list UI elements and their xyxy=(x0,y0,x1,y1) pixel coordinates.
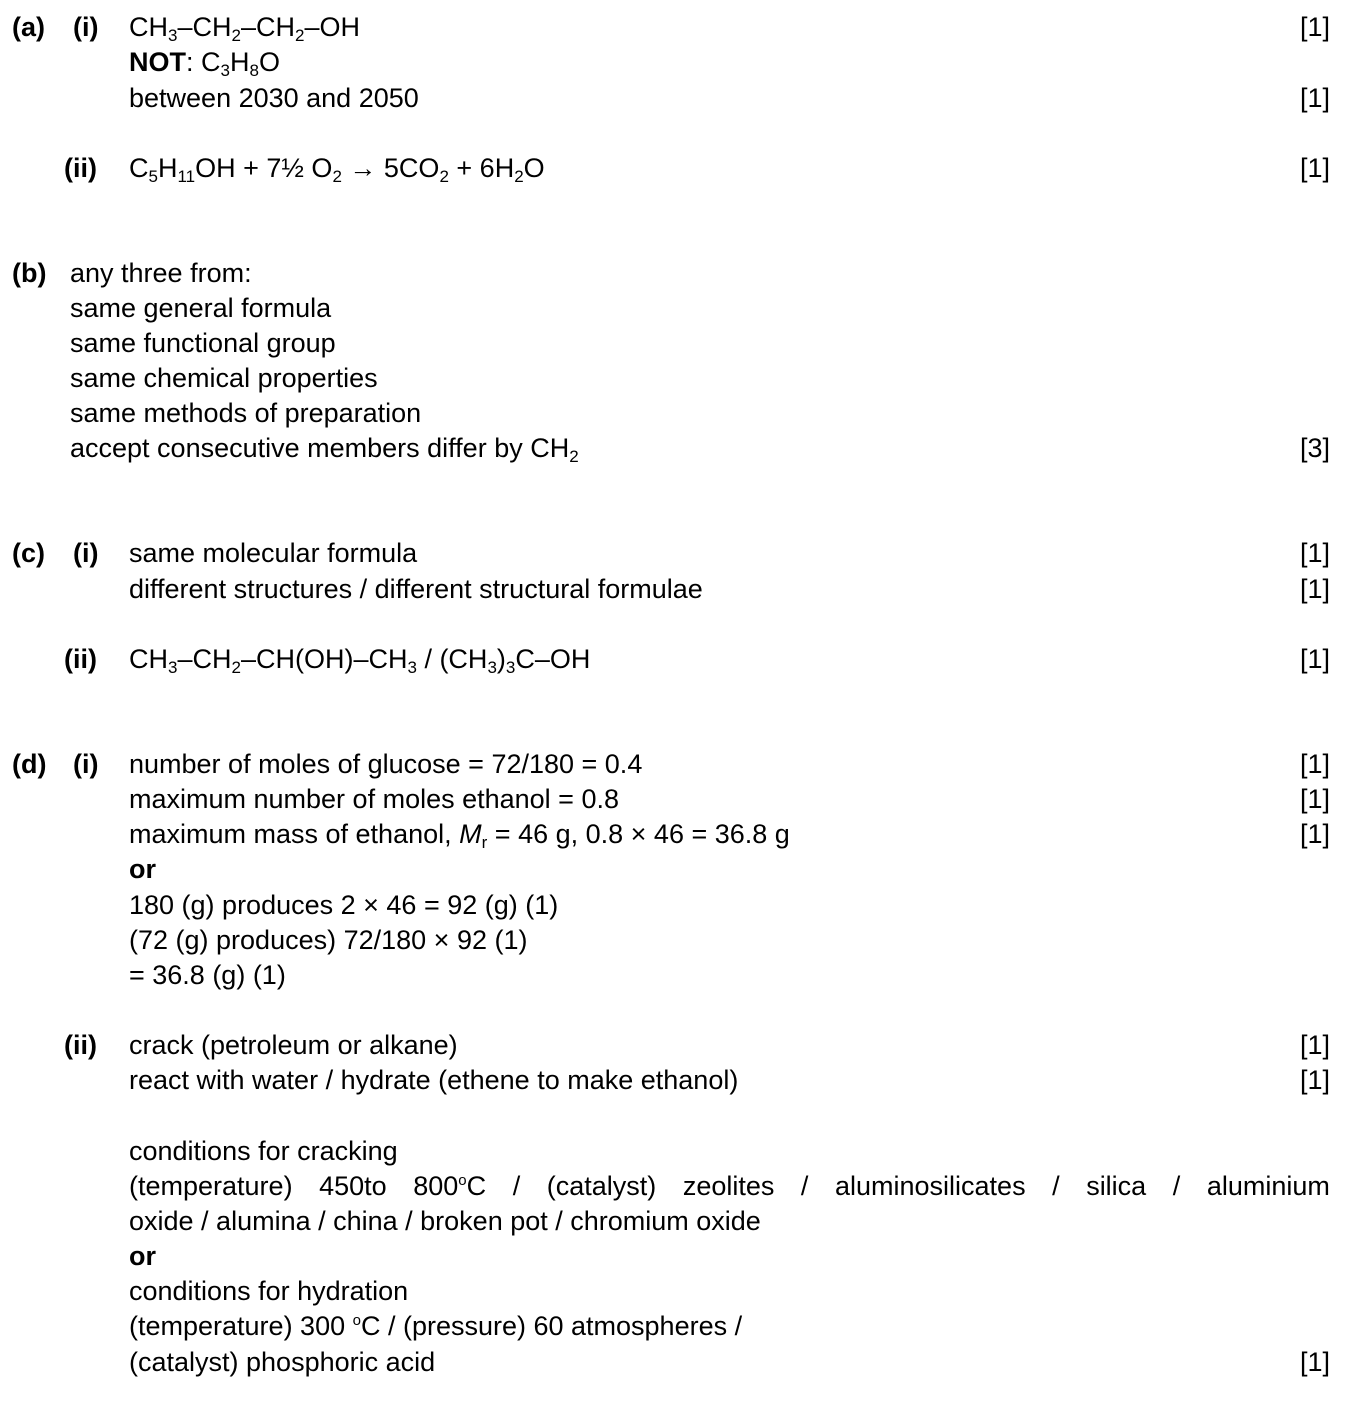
part-d-label: (d) xyxy=(12,749,47,779)
mark: [1] xyxy=(1299,574,1330,604)
mark: [1] xyxy=(1299,1030,1330,1060)
b-item: same functional group xyxy=(70,328,336,358)
c-i-line: different structures / different structural formulae xyxy=(129,574,703,604)
mark: [1] xyxy=(1299,12,1330,42)
mark: [1] xyxy=(1299,83,1330,113)
a-ii-equation: $C_5H_{11}OH$ + 7½ $O_2 \to 5CO_2 + 6H_2O$ xyxy=(129,153,545,186)
cracking-conditions-line: (temperature) 450to 800$^o$C / (catalyst) zeolites / aluminosilicates / silica / aluminium xyxy=(129,1171,1330,1201)
d-i-alt-line: 180 (g) produces 2 × 46 = 92 (g) (1) xyxy=(129,890,559,920)
mark: [1] xyxy=(1299,749,1330,779)
mark: [1] xyxy=(1299,1065,1330,1095)
mark: [1] xyxy=(1299,538,1330,568)
b-item: same methods of preparation xyxy=(70,398,422,428)
hydration-conditions-line: (temperature) 300 $^o$C / (pressure) 60 atmospheres / xyxy=(129,1311,743,1341)
b-item: same chemical properties xyxy=(70,363,378,393)
b-item: same general formula xyxy=(70,293,332,323)
d-ii-line2: react with water / hydrate (ethene to make ethanol) xyxy=(129,1065,739,1095)
d-ii-line1: crack (petroleum or alkane) xyxy=(129,1030,458,1060)
part-c-i-label: (i) xyxy=(73,538,99,568)
cracking-conditions-line2: oxide / alumina / china / broken pot / chromium oxide xyxy=(129,1206,761,1236)
part-a-ii-label: (ii) xyxy=(64,153,97,183)
part-c-label: (c) xyxy=(12,538,45,568)
hydration-heading: conditions for hydration xyxy=(129,1276,409,1306)
a-i-not-line: NOT: $C_3H_8O$ xyxy=(129,47,280,80)
d-i-alt-line: = 36.8 (g) (1) xyxy=(129,960,286,990)
part-d-i-label: (i) xyxy=(73,749,99,779)
part-b-label: (b) xyxy=(12,258,47,288)
part-a-i-label: (i) xyxy=(73,12,99,42)
mark: [1] xyxy=(1299,819,1330,849)
hydration-conditions-line2: (catalyst) phosphoric acid xyxy=(129,1347,436,1377)
c-ii-formula: $CH_3-CH_2-CH(OH)-CH_3 / (CH_3)_3C-OH$ xyxy=(129,644,591,677)
a-i-line3: between 2030 and 2050 xyxy=(129,83,419,113)
mark: [1] xyxy=(1299,784,1330,814)
mark: [1] xyxy=(1299,153,1330,183)
mark: [1] xyxy=(1299,1347,1330,1377)
part-d-ii-label: (ii) xyxy=(64,1030,97,1060)
d-i-line1: number of moles of glucose = 72/180 = 0.4 xyxy=(129,749,643,779)
part-c-ii-label: (ii) xyxy=(64,644,97,674)
or-separator: or xyxy=(129,1241,156,1271)
mark: [1] xyxy=(1299,644,1330,674)
c-i-line: same molecular formula xyxy=(129,538,418,568)
cracking-heading: conditions for cracking xyxy=(129,1136,398,1166)
mark: [3] xyxy=(1299,433,1330,463)
b-intro: any three from: xyxy=(70,258,252,288)
or-separator: or xyxy=(129,854,156,884)
a-i-formula: $CH_3-CH_2-CH_2-OH$ xyxy=(129,12,360,45)
d-i-alt-line: (72 (g) produces) 72/180 × 92 (1) xyxy=(129,925,528,955)
d-i-line2: maximum number of moles ethanol = 0.8 xyxy=(129,784,619,814)
d-i-line3: maximum mass of ethanol, $M_r = 46$ g, 0.8 × 46 = 36.8 g xyxy=(129,819,790,852)
part-a-label: (a) xyxy=(12,12,45,42)
b-item-last: accept consecutive members differ by $CH_2$ xyxy=(70,433,579,466)
